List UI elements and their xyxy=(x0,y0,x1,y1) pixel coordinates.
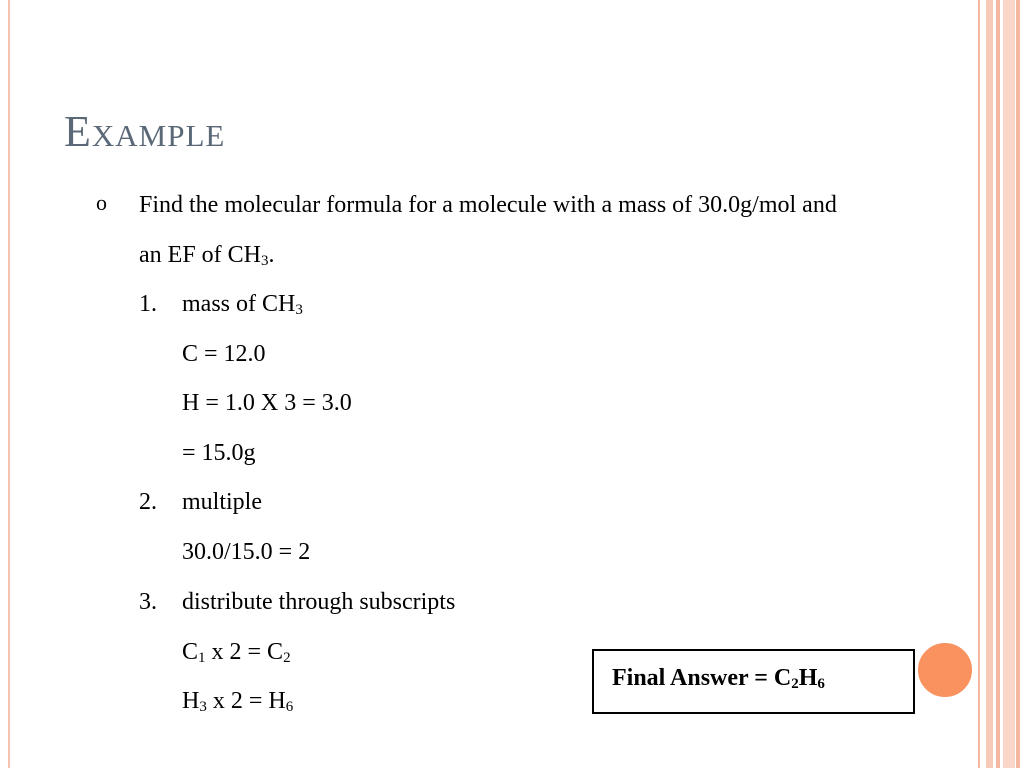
right-stripe-4 xyxy=(1003,0,1015,768)
bullet-marker: o xyxy=(96,190,107,215)
step-1-number: 1. xyxy=(139,291,157,317)
right-stripe-5 xyxy=(1016,0,1020,768)
right-stripe-2 xyxy=(986,0,993,768)
right-stripe-3 xyxy=(996,0,1000,768)
step-3-line-2: $H_3$ x $2 = H_6$ xyxy=(182,688,294,715)
final-answer-box xyxy=(592,649,915,714)
final-answer-text: Final Answer = $C_2H_6$ xyxy=(612,665,825,692)
step-3-number: 3. xyxy=(139,589,157,615)
step-2-line-1: 30.0/15.0 = 2 xyxy=(182,539,311,565)
step-1-line-3: = 15.0g xyxy=(182,440,256,466)
intro-line-1: Find the molecular formula for a molecule with a mass of 30.0g/mol and xyxy=(139,192,837,218)
decorative-circle xyxy=(915,640,975,700)
step-2-label: multiple xyxy=(182,489,262,515)
step-1-line-1: C = 12.0 xyxy=(182,341,266,367)
slide-title: Example xyxy=(64,107,226,156)
step-1-line-2: H = 1.0 X 3 = 3.0 xyxy=(182,390,352,416)
intro-line-2: an EF of $CH_3$. xyxy=(139,242,275,269)
right-stripe-1 xyxy=(978,0,980,768)
step-3-line-1: $C_1$ x $2 = C_2$ xyxy=(182,639,291,666)
step-1-label: mass of $CH_3$ xyxy=(182,291,303,318)
left-border-line xyxy=(8,0,10,768)
step-2-number: 2. xyxy=(139,489,157,515)
step-3-label: distribute through subscripts xyxy=(182,589,456,615)
